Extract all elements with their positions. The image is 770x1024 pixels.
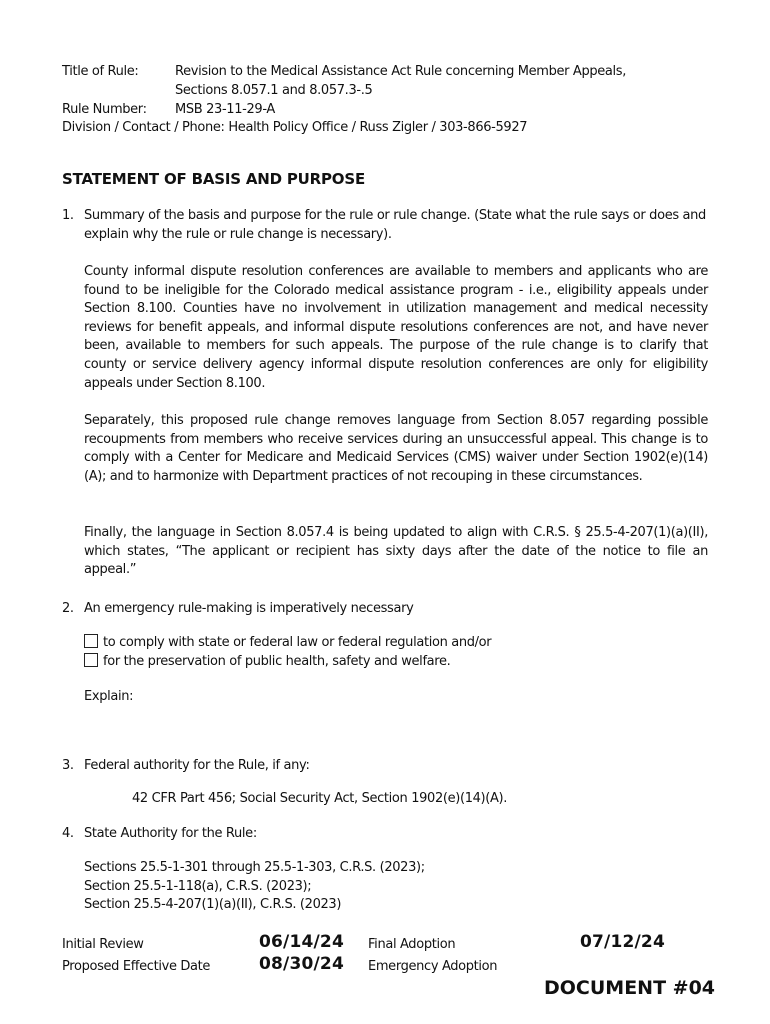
final-adoption-date: 07/12/24 — [580, 932, 665, 952]
proposed-effective-date: 08/30/24 — [259, 954, 344, 974]
checkbox-row-2[interactable] — [84, 653, 450, 672]
emergency-adoption-label: Emergency Adoption — [368, 959, 498, 974]
state-authority-line-3: Section 25.5-4-207(1)(a)(II), C.R.S. (2023) — [84, 897, 342, 913]
item-1-paragraph-2: Separately, this proposed rule change removes language from Section 8.057 regarding possible recoupments from members who receive services during an unsuccessful appeal. This change is to comply with a Center for Medicare and Medicaid Services (CMS) waiver under Section 1902(e)(14)(A); and to harmonize with Department practices of not recouping in these circumstances. — [84, 413, 708, 484]
contact-label: Division / Contact / Phone: — [62, 120, 225, 135]
title-row — [62, 63, 626, 82]
contact-row — [62, 119, 527, 138]
document-number: DOCUMENT #04 — [544, 977, 716, 999]
proposed-effective-label: Proposed Effective Date — [62, 959, 211, 974]
state-authority-line-1: Sections 25.5-1-301 through 25.5-1-303, C.R.S. (2023); — [84, 860, 425, 875]
checkbox-label-2: for the preservation of public health, safety and welfare. — [103, 654, 451, 669]
contact-value: Health Policy Office / Russ Zigler / 303-866-5927 — [228, 120, 528, 135]
item-2-number: 2. — [62, 601, 74, 616]
federal-authority-text: 42 CFR Part 456; Social Security Act, Section 1902(e)(14)(A). — [132, 791, 508, 806]
title-value-line2: Sections 8.057.1 and 8.057.3-.5 — [175, 83, 373, 98]
title-value: Revision to the Medical Assistance Act Rule concerning Member Appeals, — [175, 64, 626, 79]
item-3-text: Federal authority for the Rule, if any: — [84, 758, 310, 773]
checkbox-row-1[interactable] — [84, 634, 491, 653]
item-4-text: State Authority for the Rule: — [84, 826, 257, 841]
item-1-text: Summary of the basis and purpose for the rule or rule change. (State what the rule says or does and explain why the rule or rule change is necessary). — [84, 208, 706, 242]
item-3-number: 3. — [62, 758, 74, 773]
final-adoption-label: Final Adoption — [368, 937, 456, 952]
initial-review-date: 06/14/24 — [259, 932, 344, 952]
item-1-number: 1. — [62, 208, 74, 223]
item-2-text: An emergency rule-making is imperatively necessary — [84, 601, 414, 616]
state-authority-list — [84, 859, 425, 915]
rule-number-label: Rule Number: — [62, 102, 147, 117]
initial-review-label: Initial Review — [62, 937, 144, 952]
section-heading: STATEMENT OF BASIS AND PURPOSE — [62, 170, 366, 188]
checkbox-public-health[interactable] — [84, 653, 98, 667]
item-4-number: 4. — [62, 826, 74, 841]
checkbox-label-1: to comply with state or federal law or federal regulation and/or — [103, 635, 492, 650]
explain-label: Explain: — [84, 689, 134, 704]
rule-number-value: MSB 23-11-29-A — [175, 102, 275, 117]
rule-number-row — [62, 101, 275, 120]
item-1-paragraph-3: Finally, the language in Section 8.057.4 is being updated to align with C.R.S. § 25.5-4-207(1)(a)(II), which states, “The applicant or recipient has sixty days after the date of the notice to file an appeal.” — [84, 525, 708, 578]
item-1-paragraph-1: County informal dispute resolution conferences are available to members and applicants who are found to be ineligible for the Colorado medical assistance program - i.e., eligibility appeals under Section 8.100. Counties have no involvement in utilization management and medical necessity reviews for benefit appeals, and informal dispute resolutions conferences are not, and have never been, available to members for such appeals. The purpose of the rule change is to clarify that county or service delivery agency informal dispute resolution conferences are only for eligibility appeals under Section 8.100. — [84, 264, 708, 391]
state-authority-line-2: Section 25.5-1-118(a), C.R.S. (2023); — [84, 878, 312, 894]
title-row-cont — [62, 82, 372, 101]
title-label: Title of Rule: — [62, 64, 139, 79]
checkbox-law-compliance[interactable] — [84, 634, 98, 648]
